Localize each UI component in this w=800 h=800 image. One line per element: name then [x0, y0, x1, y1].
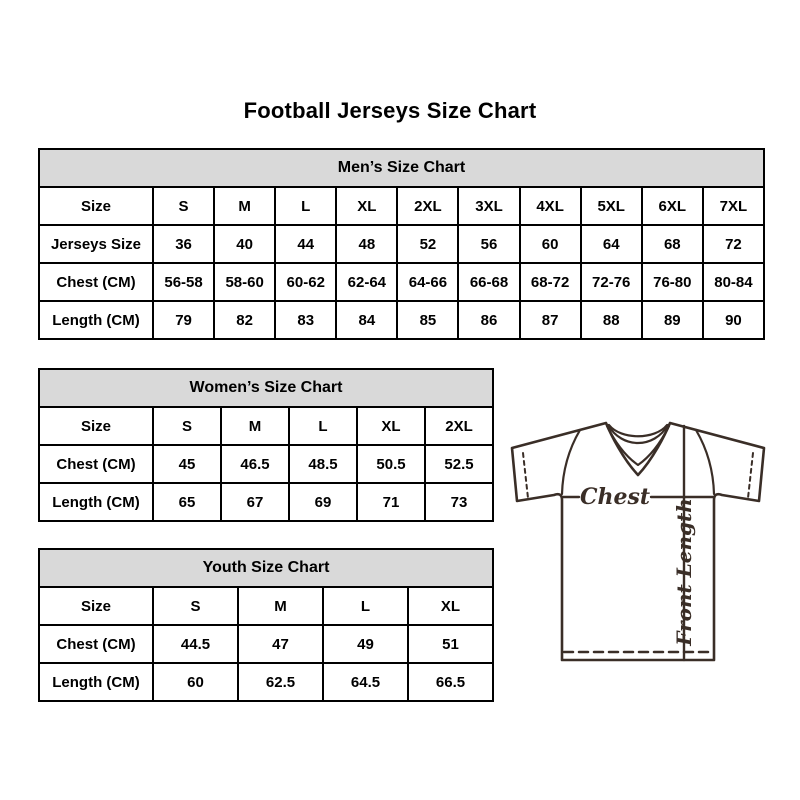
size-value-cell: 64 [581, 225, 642, 263]
size-value-cell: S [153, 407, 221, 445]
size-value-cell: 87 [520, 301, 581, 339]
size-value-cell: L [323, 587, 408, 625]
chest-measure-label: Chest [579, 484, 651, 510]
size-value-cell: 86 [458, 301, 519, 339]
size-value-cell: 51 [408, 625, 493, 663]
size-value-cell: 2XL [397, 187, 458, 225]
size-value-cell: 46.5 [221, 445, 289, 483]
size-value-cell: 84 [336, 301, 397, 339]
size-value-cell: 76-80 [642, 263, 703, 301]
youth-size-table [38, 548, 494, 702]
size-value-cell: 3XL [458, 187, 519, 225]
size-value-cell: 68-72 [520, 263, 581, 301]
youth-table-row [39, 587, 493, 625]
row-label-cell: Size [39, 187, 153, 225]
size-value-cell: 85 [397, 301, 458, 339]
size-value-cell: L [289, 407, 357, 445]
size-value-cell: 56 [458, 225, 519, 263]
row-label-cell: Chest (CM) [39, 445, 153, 483]
row-label-cell: Length (CM) [39, 483, 153, 521]
size-value-cell: 71 [357, 483, 425, 521]
size-value-cell: 66.5 [408, 663, 493, 701]
jersey-diagram-svg [504, 404, 776, 676]
womens-table-row [39, 407, 493, 445]
size-value-cell: 90 [703, 301, 764, 339]
size-value-cell: 40 [214, 225, 275, 263]
size-value-cell: 66-68 [458, 263, 519, 301]
size-value-cell: 58-60 [214, 263, 275, 301]
collar-band-arc-outer [609, 425, 667, 436]
size-value-cell: L [275, 187, 336, 225]
row-label-cell: Size [39, 407, 153, 445]
size-value-cell: 72 [703, 225, 764, 263]
row-label-cell: Length (CM) [39, 663, 153, 701]
womens-table-row [39, 483, 493, 521]
size-value-cell: 44 [275, 225, 336, 263]
left-cuff-stitch-line [523, 453, 528, 498]
size-value-cell: 4XL [520, 187, 581, 225]
youth-table-row [39, 625, 493, 663]
size-value-cell: XL [408, 587, 493, 625]
size-value-cell: 64-66 [397, 263, 458, 301]
size-value-cell: M [238, 587, 323, 625]
size-value-cell: 88 [581, 301, 642, 339]
size-value-cell: S [153, 187, 214, 225]
mens-table-row [39, 263, 764, 301]
jersey-outline-shape [512, 423, 764, 660]
size-value-cell: 69 [289, 483, 357, 521]
collar-band-arc-inner [608, 425, 668, 443]
size-value-cell: 50.5 [357, 445, 425, 483]
size-value-cell: 36 [153, 225, 214, 263]
mens-table-row [39, 225, 764, 263]
mens-table-row [39, 187, 764, 225]
right-cuff-stitch-line [748, 453, 753, 498]
row-label-cell: Chest (CM) [39, 625, 153, 663]
size-value-cell: 60-62 [275, 263, 336, 301]
size-value-cell: 48 [336, 225, 397, 263]
youth-table-title: Youth Size Chart [39, 549, 493, 587]
womens-table-row [39, 445, 493, 483]
mens-size-table [38, 148, 765, 340]
right-armhole-seam-line [696, 430, 714, 494]
size-value-cell: 68 [642, 225, 703, 263]
youth-table-row [39, 663, 493, 701]
size-value-cell: 65 [153, 483, 221, 521]
jersey-measurement-diagram [504, 404, 776, 676]
row-label-cell: Jerseys Size [39, 225, 153, 263]
size-value-cell: 67 [221, 483, 289, 521]
size-value-cell: XL [357, 407, 425, 445]
mens-table-row [39, 301, 764, 339]
size-value-cell: 2XL [425, 407, 493, 445]
size-value-cell: M [221, 407, 289, 445]
size-value-cell: 80-84 [703, 263, 764, 301]
size-value-cell: 83 [275, 301, 336, 339]
size-value-cell: 6XL [642, 187, 703, 225]
size-value-cell: 47 [238, 625, 323, 663]
left-armhole-seam-line [562, 430, 580, 494]
size-value-cell: 82 [214, 301, 275, 339]
front-length-measure-label: Front Length [672, 498, 696, 646]
size-value-cell: 64.5 [323, 663, 408, 701]
size-value-cell: 48.5 [289, 445, 357, 483]
size-value-cell: XL [336, 187, 397, 225]
page-title: Football Jerseys Size Chart [243, 98, 537, 123]
womens-table-title: Women’s Size Chart [39, 369, 493, 407]
size-value-cell: 52.5 [425, 445, 493, 483]
size-value-cell: M [214, 187, 275, 225]
size-value-cell: 5XL [581, 187, 642, 225]
size-value-cell: S [153, 587, 238, 625]
row-label-cell: Size [39, 587, 153, 625]
size-value-cell: 52 [397, 225, 458, 263]
size-value-cell: 44.5 [153, 625, 238, 663]
size-value-cell: 62.5 [238, 663, 323, 701]
row-label-cell: Chest (CM) [39, 263, 153, 301]
size-value-cell: 60 [153, 663, 238, 701]
size-value-cell: 89 [642, 301, 703, 339]
size-value-cell: 45 [153, 445, 221, 483]
size-value-cell: 49 [323, 625, 408, 663]
size-value-cell: 62-64 [336, 263, 397, 301]
size-value-cell: 72-76 [581, 263, 642, 301]
size-value-cell: 7XL [703, 187, 764, 225]
size-value-cell: 60 [520, 225, 581, 263]
size-value-cell: 79 [153, 301, 214, 339]
size-value-cell: 56-58 [153, 263, 214, 301]
mens-table-title: Men’s Size Chart [39, 149, 764, 187]
size-value-cell: 73 [425, 483, 493, 521]
row-label-cell: Length (CM) [39, 301, 153, 339]
womens-size-table [38, 368, 494, 522]
